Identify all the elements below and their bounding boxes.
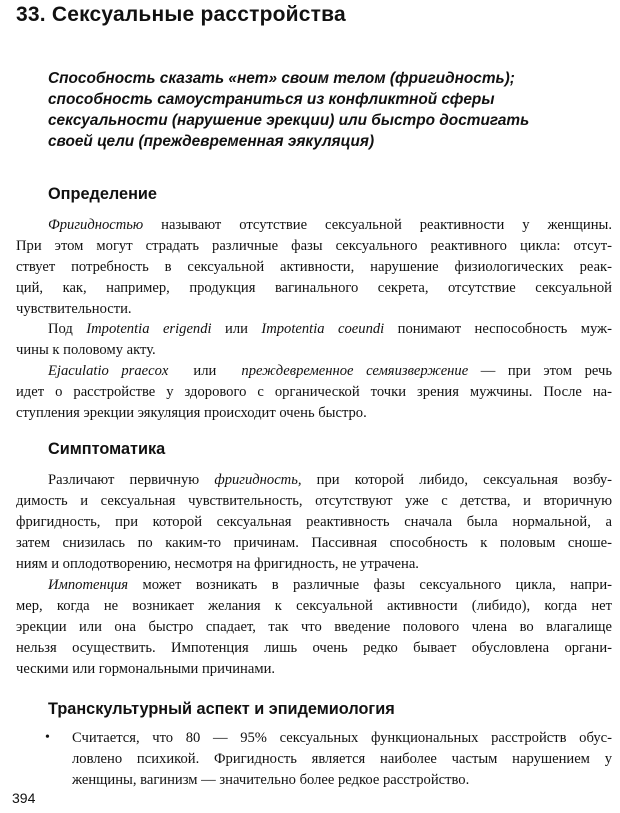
text-line: димость и сексуальная чувствительность, отсутствуют уже с детства, и вторичную [16, 492, 612, 509]
text-line: чины к половому акту. [16, 341, 156, 358]
text-run: Различают первичную [48, 472, 215, 488]
emphasis: фригидность, [214, 472, 302, 488]
text-line [16, 470, 612, 491]
emphasis: преждевременное семяизвержение [241, 363, 469, 379]
symptoms-paragraph-1 [16, 470, 612, 575]
text-line: идет о расстройстве у здорового с органической точки зрения мужчины. После на- [16, 383, 612, 400]
text-line: женщины, вагинизм — значительно более редкое расстройство. [72, 771, 470, 788]
text-run: понимают неспособность муж- [384, 321, 613, 337]
subtitle-line: своей цели (преждевременная эякуляция) [48, 133, 375, 150]
list-item-text [72, 728, 612, 791]
emphasis: Фригидностью [48, 217, 144, 233]
text-line: фригидность, при которой сексуальная реактивность сначала была нормальной, а [16, 513, 612, 530]
text-line: ступления эрекции эякуляция происходит очень быстро. [16, 404, 367, 421]
bullet-icon: • [45, 730, 50, 745]
text-line: ческими или гормональными причинами. [16, 660, 276, 677]
text-line: чувствительности. [16, 300, 132, 317]
definition-paragraph-2 [16, 319, 612, 361]
emphasis: Impotentia erigendi [86, 321, 212, 337]
text-run: или [168, 363, 242, 379]
symptoms-paragraph-2 [16, 575, 612, 680]
subtitle-line: сексуальности (нарушение эрекции) или быстро достигать [48, 112, 530, 129]
definition-paragraph-3 [16, 361, 612, 424]
section-heading-symptoms: Симптоматика [48, 440, 166, 458]
emphasis: Импотенция [48, 577, 129, 593]
text-run: или [211, 321, 262, 337]
text-line: затем снизилась по каким-то причинам. Пассивная способность к половым сноше- [16, 534, 612, 551]
text-run: Под [48, 321, 87, 337]
section-heading-epidemiology: Транскультурный аспект и эпидемиология [48, 700, 395, 718]
text-line: нельзя осуществить. Импотенция лишь очень редко бывает обусловлена органи- [16, 639, 612, 656]
emphasis: Ejaculatio praecox [48, 363, 169, 379]
text-line: ствует потребность в сексуальной активности, нарушение физиологических реак- [16, 258, 612, 275]
emphasis: Impotentia coeundi [261, 321, 385, 337]
text-line [16, 215, 612, 236]
subtitle-line: Способность сказать «нет» своим телом (фригидность); [48, 70, 515, 87]
page-number: 394 [12, 790, 36, 806]
text-line [16, 319, 612, 340]
chapter-title: 33. Сексуальные расстройства [16, 3, 346, 26]
text-run: при которой либидо, сексуальная возбу- [301, 472, 612, 488]
section-heading-definition: Определение [48, 185, 157, 203]
text-line: При этом могут страдать различные фазы сексуального реактивного цикла: отсут- [16, 237, 612, 254]
definition-paragraph-1 [16, 215, 612, 320]
list-item [45, 728, 612, 791]
text-line: ниям и оплодотворению, несмотря на фригидность, не утрачена. [16, 555, 419, 572]
text-line: мер, когда не возникает желания к сексуальной активности (либидо), когда нет [16, 597, 612, 614]
text-line: ловлено психикой. Фригидность является наиболее частым нарушением у [72, 750, 612, 767]
text-line: Считается, что 80 — 95% сексуальных функциональных расстройств обус- [72, 730, 612, 746]
text-line [16, 575, 612, 596]
subtitle-line: способность самоустраниться из конфликтной сферы [48, 91, 495, 108]
chapter-subtitle [48, 68, 588, 152]
text-run: называют отсутствие сексуальной реактивности у женщины. [143, 217, 612, 233]
text-line: эрекции или она быстро спадает, так что введение полового члена во влагалище [16, 618, 612, 635]
text-line: ций, как, например, продукция вагинального секрета, отсутствие сексуальной [16, 279, 612, 296]
text-line [16, 361, 612, 382]
text-run: может возникать в различные фазы сексуального цикла, напри- [128, 577, 612, 593]
text-run: — при этом речь [468, 363, 612, 379]
